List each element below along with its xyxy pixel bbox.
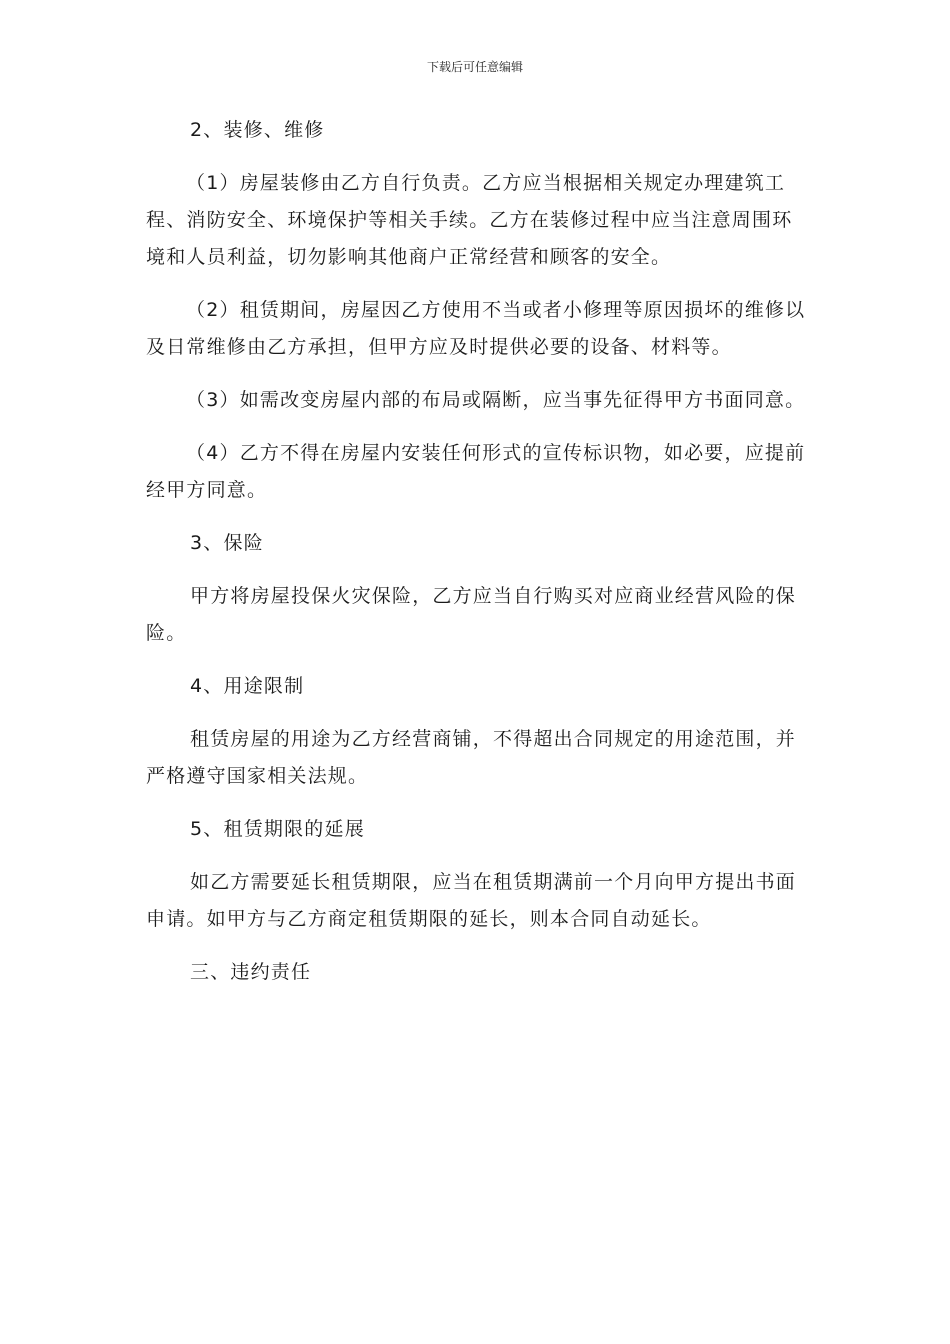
section-heading-extension: 5、租赁期限的延展 xyxy=(190,818,365,840)
section-heading-renovation: 2、装修、维修 xyxy=(190,119,325,141)
section-heading-insurance: 3、保险 xyxy=(190,532,264,554)
page-header: 下载后可任意编辑 xyxy=(426,60,523,74)
document-body xyxy=(146,112,806,1007)
section-heading-usage: 4、用途限制 xyxy=(190,675,305,697)
clause-renovation-1: （1）房屋装修由乙方自行负责。乙方应当根据相关规定办理建筑工程、消防安全、环境保护等相关手续。乙方在装修过程中应当注意周围环境和人员利益，切勿影响其他商户正常经营和顾客的安全。 xyxy=(146,172,793,268)
clause-extension: 如乙方需要延长租赁期限，应当在租赁期满前一个月向甲方提出书面申请。如甲方与乙方商定租赁期限的延长，则本合同自动延长。 xyxy=(146,871,797,930)
section-heading-liability: 三、违约责任 xyxy=(190,961,312,983)
clause-renovation-2: （2）租赁期间，房屋因乙方使用不当或者小修理等原因损坏的维修以及日常维修由乙方承担，但甲方应及时提供必要的设备、材料等。 xyxy=(146,299,806,358)
clause-insurance: 甲方将房屋投保火灾保险，乙方应当自行购买对应商业经营风险的保险。 xyxy=(146,585,797,644)
clause-renovation-3: （3）如需改变房屋内部的布局或隔断，应当事先征得甲方书面同意。 xyxy=(186,389,806,411)
clause-renovation-4: （4）乙方不得在房屋内安装任何形式的宣传标识物，如必要，应提前经甲方同意。 xyxy=(146,442,806,501)
clause-usage: 租赁房屋的用途为乙方经营商铺，不得超出合同规定的用途范围，并严格遵守国家相关法规。 xyxy=(146,728,797,787)
